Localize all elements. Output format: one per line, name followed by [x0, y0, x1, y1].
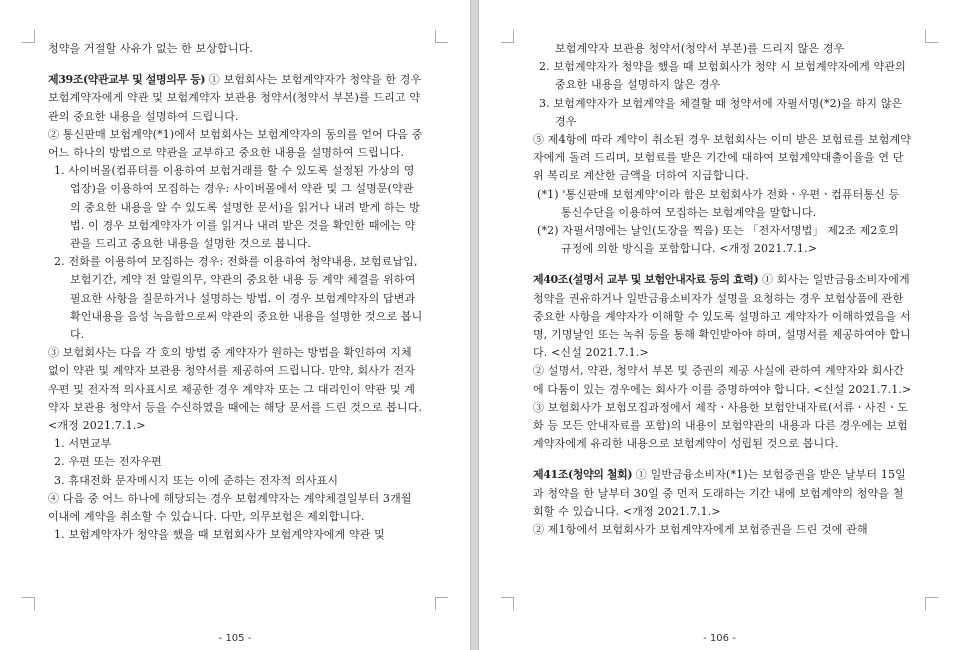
article-41: 제41조(청약의 철회) ① 일반금융소비자(*1)는 보험증권을 받은 날부터 15일과 청약을 한 날부터 30일 중 먼저 도래하는 기간 내에 보험계약의 청약을 철회할 수 있습니다. <개정 2021.7.1.> [533, 468, 906, 518]
crop-mark [501, 597, 514, 610]
article-heading: 제40조(설명서 교부 및 보험안내자료 등의 효력) [533, 273, 759, 287]
list-item: 1. 사이버몰(컴퓨터를 이용하여 보험거래를 할 수 있도록 설정된 가상의 영업장)을 이용하여 모집하는 경우: 사이버몰에서 약관 및 그 설명문(약관의 중요한 내용을 알 수 있도록 설명한 문서)을 읽거나 내려 받게 하는 방법. 이 경우 보험계약자가 이를 읽거나 내려 받은 것을 확인한 때에는 약관을 드리고 중요한 내용을 설명한 것으로 봅니다. [54, 164, 420, 251]
list-item: 2. 전화를 이용하여 모집하는 경우: 전화를 이용하여 청약내용, 보험료납입, 보험기간, 계약 전 알릴의무, 약관의 중요한 내용 등 계약 체결을 위하여 필요한 사항을 질문하거나 설명하는 방법. 이 경우 보험계약자의 답변과 확인내용을 음성 녹음함으로써 약관의 중요한 내용을 설명한 것으로 봅니다. [54, 255, 423, 342]
crop-mark [22, 597, 35, 610]
paragraph: ② 통신판매 보험계약(*1)에서 보험회사는 보험계약자의 동의를 얻어 다음 중 어느 하나의 방법으로 약관을 교부하고 중요한 내용을 설명하여 드립니다. [48, 127, 423, 160]
left-page-body [48, 40, 424, 544]
list-item: 3. 휴대전화 문자메시지 또는 이에 준하는 전자적 의사표시 [54, 473, 339, 487]
right-page-body [533, 40, 913, 539]
crop-mark [435, 597, 448, 610]
article-heading: 제39조(약관교부 및 설명의무 등) [48, 73, 206, 87]
page-gutter [470, 0, 479, 650]
list-item: 3. 보험계약자가 보험계약을 체결할 때 청약서에 자필서명(*2)을 하지 않은 경우 [539, 96, 903, 128]
page-number: - 105 - [218, 633, 252, 644]
list-item: 1. 서면교부 [54, 437, 112, 451]
right-page [479, 0, 960, 650]
paragraph: ② 설명서, 약관, 청약서 부본 및 증권의 제공 사실에 관하여 계약자와 회사간에 다툼이 있는 경우에는 회사가 이를 증명하여야 합니다. <신설 2021.7.1.> [533, 364, 912, 396]
paragraph: 보험계약자 보관용 청약서(청약서 부본)를 드리지 않은 경우 [555, 42, 845, 55]
footnote: (*1) '통신판매 보험계약'이라 함은 보험회사가 전화ㆍ우편ㆍ컴퓨터통신 등 통신수단을 이용하여 모집하는 보험계약을 말합니다. [537, 187, 900, 219]
crop-mark [435, 30, 448, 43]
crop-mark [501, 30, 514, 43]
paragraph: 청약을 거절할 사유가 없는 한 보상합니다. [48, 42, 254, 55]
paragraph: ④ 다음 중 어느 하나에 해당되는 경우 보험계약자는 계약체결일부터 3개월 이내에 계약을 취소할 수 있습니다. 다만, 의무보험은 제외합니다. [48, 491, 412, 524]
left-page [0, 0, 470, 650]
crop-mark [925, 597, 938, 610]
paragraph: ⑤ 제4항에 따라 계약이 취소된 경우 보험회사는 이미 받은 보험료를 보험계약자에게 돌려 드리며, 보험료를 받은 기간에 대하여 보험계약대출이율을 연 단위 복리로 계산한 금액을 더하여 지급합니다. [533, 133, 912, 183]
article-40: 제40조(설명서 교부 및 보험안내자료 등의 효력) ① 회사는 일반금융소비자에게 청약을 권유하거나 일반금융소비자가 설명을 요청하는 경우 보험상품에 관한 중요한 사항을 계약자가 이해할 수 있도록 설명하고 계약자가 이해하였음을 서명, 기명날인 또는 녹취 등을 통해 확인받아야 하며, 설명서를 제공하여야 합니다. <신설 2021.7.1.> [533, 273, 911, 360]
list-item: 1. 보험계약자가 청약을 했을 때 보험회사가 보험계약자에게 약관 및 [54, 528, 385, 542]
article-39: 제39조(약관교부 및 설명의무 등) ① 보험회사는 보험계약자가 청약을 한 경우 보험계약자에게 약관 및 보험계약자 보관용 청약서(청약서 부본)를 드리고 약관의 중요한 내용을 설명하여 드립니다. [48, 73, 422, 123]
paragraph: ③ 보험회사가 보험모집과정에서 제작ㆍ사용한 보험안내자료(서류ㆍ사진ㆍ도화 등 모든 안내자료를 포함)의 내용이 보험약관의 내용과 다른 경우에는 보험계약자에게 유리한 내용으로 보험계약이 성립된 것으로 봅니다. [533, 400, 909, 451]
list-item: 2. 우편 또는 전자우편 [54, 455, 162, 469]
list-item: 2. 보험계약자가 청약을 했을 때 보험회사가 청약 시 보험계약자에게 약관의 중요한 내용을 설명하지 않은 경우 [539, 60, 906, 92]
crop-mark [22, 30, 35, 43]
footnote: (*2) 자필서명에는 날인(도장을 찍음) 또는 「전자서명법」 제2조 제2호의 규정에 의한 방식을 포함합니다. <개정 2021.7.1.> [537, 224, 900, 256]
page-number: - 106 - [703, 633, 736, 644]
paragraph: ② 제1항에서 보험회사가 보험계약자에게 보험증권을 드린 것에 관해 [533, 523, 868, 537]
article-heading: 제41조(청약의 철회) [533, 468, 633, 482]
paragraph: ③ 보험회사는 다음 각 호의 방법 중 계약자가 원하는 방법을 확인하여 지체 없이 약관 및 계약자 보관용 청약서를 제공하여 드립니다. 만약, 회사가 전자우편 및 전자적 의사표시로 제공한 경우 계약자 또는 그 대리인이 약관 및 계약자 보관용 청약서 등을 수신하였을 때에는 해당 문서를 드린 것으로 봅니다. <개정 2021.7.1.> [48, 346, 423, 433]
crop-mark [925, 30, 938, 43]
